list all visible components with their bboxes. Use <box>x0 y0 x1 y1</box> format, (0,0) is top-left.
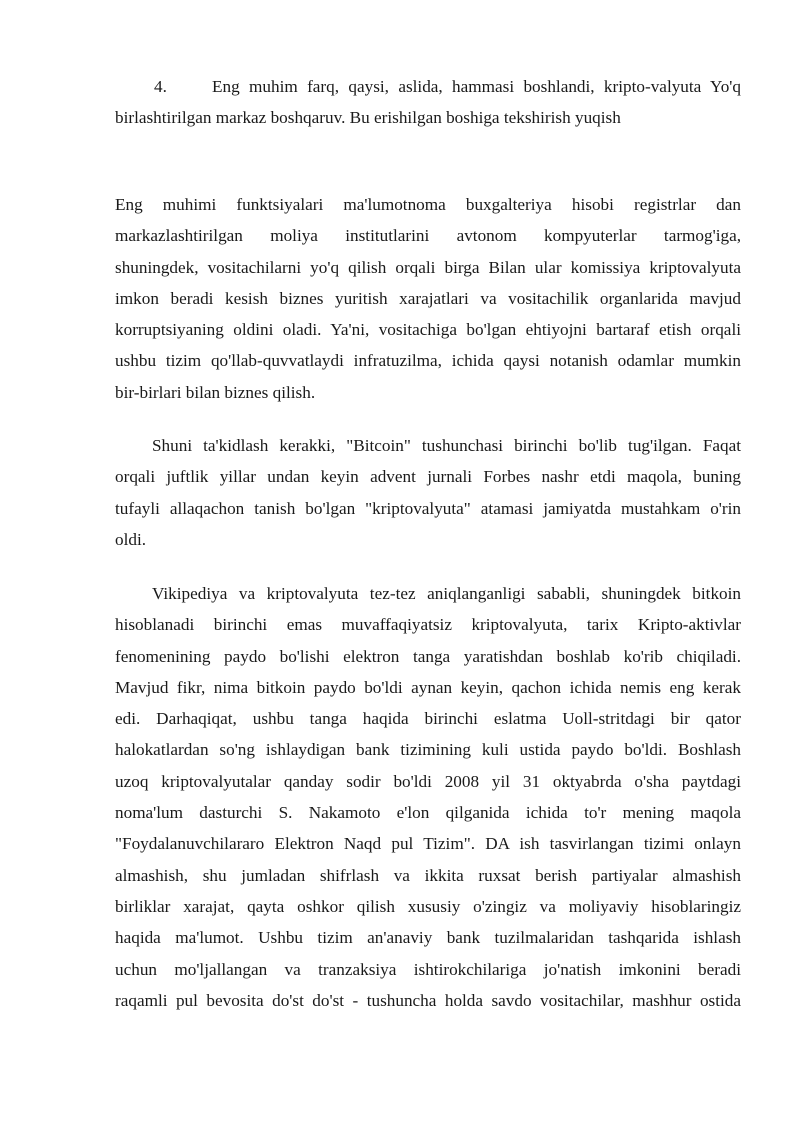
paragraph-line: haqida ma'lumot. Ushbu tizim an'anaviy bank tuzilmalaridan tashqarida ishlash <box>115 928 741 948</box>
paragraph-line: orqali juftlik yillar undan keyin advent jurnali Forbes nashr etdi maqola, buning <box>115 467 741 487</box>
paragraph-line: uchun mo'ljallangan va tranzaksiya ishtirokchilariga jo'natish imkonini beradi <box>115 959 741 979</box>
paragraph-3 <box>115 578 741 1016</box>
paragraph-line: "Foydalanuvchilararo Elektron Naqd pul Tizim". DA ish tasvirlangan tizimi onlayn <box>115 834 741 854</box>
list-item-text: Eng muhim farq, qaysi, aslida, hammasi boshlandi, kripto-valyuta Yo'q <box>212 77 741 96</box>
paragraph-line: korruptsiyaning oldini oladi. Ya'ni, vositachiga bo'lgan ehtiyojni bartaraf etish orqali <box>115 320 741 340</box>
paragraph-1 <box>115 189 741 408</box>
paragraph-line: Vikipediya va kriptovalyuta tez-tez aniqlanganligi sababli, shuningdek bitkoin <box>152 584 741 603</box>
paragraph-line: bir-birlari bilan biznes qilish. <box>115 382 316 402</box>
paragraph-line: Mavjud fikr, nima bitkoin paydo bo'ldi aynan keyin, qachon ichida nemis eng kerak <box>115 677 741 697</box>
paragraph-line: halokatlardan so'ng ishlaydigan bank tizimining kuli ustida paydo bo'ldi. Boshlash <box>115 740 741 760</box>
paragraph-line: edi. Darhaqiqat, ushbu tanga haqida birinchi eslatma Uoll-stritdagi bir qator <box>115 709 741 729</box>
paragraph-line: birliklar xarajat, qayta oshkor qilish xususiy o'zingiz va moliyaviy hisoblaringiz <box>115 896 741 916</box>
paragraph-2 <box>115 430 741 555</box>
paragraph-line: almashish, shu jumladan shifrlash va ikkita ruxsat berish partiyalar almashish <box>115 865 741 885</box>
paragraph-line: fenomenining paydo bo'lishi elektron tanga yaratishdan boshlab ko'rib chiqiladi. <box>115 646 741 666</box>
paragraph-line: Eng muhimi funktsiyalari ma'lumotnoma buxgalteriya hisobi registrlar dan <box>115 195 741 214</box>
paragraph-line: Shuni ta'kidlash kerakki, "Bitcoin" tushunchasi birinchi bo'lib tug'ilgan. Faqat <box>152 436 741 455</box>
paragraph-line: raqamli pul bevosita do'st do'st - tushuncha holda savdo vositachilar, mashhur ostida <box>115 990 741 1010</box>
paragraph-line: markazlashtirilgan moliya institutlarini avtonom kompyuterlar tarmog'iga, <box>115 226 741 246</box>
paragraph-line: ushbu tizim qo'llab-quvvatlaydi infratuzilma, ichida qaysi notanish odamlar mumkin <box>115 351 741 371</box>
paragraph-line: shuningdek, vositachilarni yo'q qilish orqali birga Bilan ular komissiya kriptovalyuta <box>115 257 741 277</box>
list-item-line <box>115 71 741 102</box>
paragraph-line: tufayli allaqachon tanish bo'lgan "kriptovalyuta" atamasi jamiyatda mustahkam o'rin <box>115 498 741 518</box>
paragraph-line: uzoq kriptovalyutalar qanday sodir bo'ldi 2008 yil 31 oktyabrda o'sha paytdagi <box>115 771 741 791</box>
list-item-4 <box>115 71 741 134</box>
paragraph-line: imkon beradi kesish biznes yuritish xarajatlari va vositachilik organlarida mavjud <box>115 288 741 308</box>
paragraph-line: hisoblanadi birinchi emas muvaffaqiyatsiz kriptovalyuta, tarix Kripto-aktivlar <box>115 615 741 635</box>
paragraph-line: oldi. <box>115 529 147 549</box>
list-item-line: birlashtirilgan markaz boshqaruv. Bu erishilgan boshiga tekshirish yuqish <box>115 108 621 128</box>
list-item-number: 4. <box>154 77 167 96</box>
paragraph-line: noma'lum dasturchi S. Nakamoto e'lon qilganida ichida to'r mening maqola <box>115 803 741 823</box>
